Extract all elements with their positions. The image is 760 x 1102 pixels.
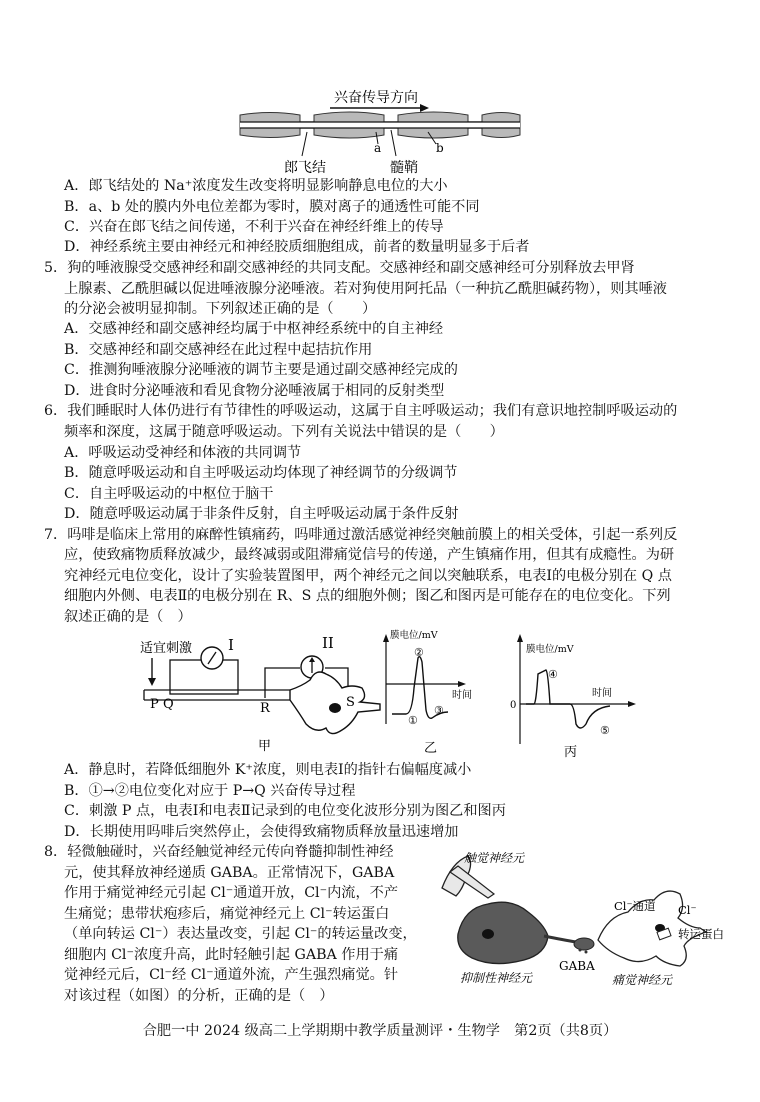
q5-option-b: B．交感神经和副交感神经在此过程中起拮抗作用	[64, 342, 373, 358]
q6-option-b: B．随意呼吸运动和自主呼吸运动均体现了神经调节的分级调节	[64, 465, 458, 481]
q8-line4: 生痛觉；患带状疱疹后，痛觉神经元上 Cl⁻转运蛋白	[64, 906, 390, 922]
q5-stem-line3: 的分泌会被明显抑制。下列叙述正确的是（ ）	[64, 301, 377, 317]
conduction-direction-label: 兴奋传导方向	[334, 90, 418, 106]
q5-stem-line1: 5．狗的唾液腺受交感神经和副交感神经的共同支配。交感神经和副交感神经可分别释放去甲肾	[44, 260, 635, 276]
node-of-ranvier-label: 郎飞结	[284, 160, 326, 176]
q4-option-a: A．郎飞结处的 Na⁺浓度发生改变将明显影响静息电位的大小	[64, 178, 448, 194]
bing-ylabel: 膜电位/mV	[526, 644, 574, 655]
figure-jia-caption: 甲	[258, 739, 272, 754]
figure-bing-caption: 丙	[564, 745, 578, 760]
bing-marker-5: ⑤	[600, 724, 610, 737]
figure-yi-caption: 乙	[424, 741, 438, 756]
pain-neuron-label: 痛觉神经元	[612, 973, 673, 987]
q4-option-d: D．神经系统主要由神经元和神经胶质细胞组成，前者的数量明显多于后者	[64, 239, 530, 255]
q8-line7: 觉神经元后，Cl⁻经 Cl⁻通道外流，产生强烈痛觉。针	[64, 967, 399, 983]
yi-ylabel: 膜电位/mV	[390, 630, 438, 641]
myelin-sheath-label: 髓鞘	[390, 160, 418, 176]
q5-option-c: C．推测狗唾液腺分泌唾液的调节主要是通过副交感神经完成的	[64, 362, 458, 378]
yi-marker-2: ②	[414, 646, 424, 659]
q7-stem-line2: 应，使致痛物质释放减少，最终减弱或阻滞痛觉信号的传递，产生镇痛作用，但其有成瘾性。为研	[64, 547, 675, 563]
q7-stem-line1: 7．吗啡是临床上常用的麻醉性镇痛药，吗啡通过激活感觉神经突触前膜上的相关受体，引起一系列反	[44, 527, 678, 543]
q5-option-a: A．交感神经和副交感神经均属于中枢神经系统中的自主神经	[64, 321, 444, 337]
q8-line6: 细胞内 Cl⁻浓度升高，此时轻触引起 GABA 作用于痛	[64, 947, 399, 963]
q8-line8: 对该过程（如图）的分析，正确的是（ ）	[64, 988, 334, 1004]
q4-option-c: C．兴奋在郎飞结之间传递，不利于兴奋在神经纤维上的传导	[64, 219, 444, 235]
q7-option-d: D．长期使用吗啡后突然停止，会使得致痛物质释放量迅速增加	[64, 824, 459, 840]
meter-two-label: II	[322, 634, 334, 652]
point-p-label: P	[150, 697, 159, 712]
inhibitory-neuron-label: 抑制性神经元	[460, 971, 533, 985]
cl-ion-label: Cl⁻	[678, 903, 697, 917]
q8-line2: 元，使其释放神经递质 GABA。正常情况下，GABA	[64, 865, 395, 881]
q6-option-a: A．呼吸运动受神经和体液的共同调节	[64, 445, 302, 461]
yi-marker-1: ①	[408, 714, 418, 727]
graph-bing	[510, 634, 636, 760]
bing-zero-label: 0	[510, 700, 517, 711]
yi-marker-3: ③	[434, 704, 444, 717]
cl-channel-label: Cl⁻通道	[614, 899, 656, 913]
q5-stem-line2: 上腺素、乙酰胆碱以促进唾液腺分泌唾液。若对狗使用阿托品（一种抗乙酰胆碱药物），则其唾液	[64, 281, 667, 297]
page-footer: 合肥一中 2024 级高二上学期期中教学质量测评・生物学 第2页（共8页）	[142, 1023, 618, 1039]
apparatus-jia	[140, 634, 380, 754]
q8-line1: 8．轻微触碰时，兴奋经触觉神经元传向脊髓抑制性神经	[44, 844, 394, 860]
q7-stem-line5: 叙述正确的是（ ）	[64, 609, 192, 625]
point-a-label: a	[374, 141, 382, 155]
stimulus-label: 适宜刺激	[140, 641, 193, 656]
q7-stem-line3: 究神经元电位变化，设计了实验装置图甲，两个神经元之间以突触联系，电表Ⅰ的电极分别在 Q 点	[64, 568, 672, 584]
bing-marker-4: ④	[548, 668, 558, 681]
bing-xlabel: 时间	[592, 688, 612, 699]
q8-line5: （单向转运 Cl⁻）表达量改变，引起 Cl⁻的转运量改变，	[64, 926, 417, 942]
q7-stem-line4: 细胞内外侧、电表Ⅱ的电极分别在 R、S 点的细胞外侧；图乙和图丙是可能存在的电位变化。下列	[64, 588, 671, 604]
gaba-label: GABA	[559, 959, 595, 973]
q8-line3: 作用于痛觉神经元引起 Cl⁻通道开放，Cl⁻内流，不产	[64, 885, 399, 901]
q6-option-c: C．自主呼吸运动的中枢位于脑干	[64, 486, 274, 502]
point-r-label: R	[260, 701, 270, 716]
pain-neuron-figure	[428, 842, 728, 992]
touch-neuron-label: 触觉神经元	[464, 851, 525, 865]
q4-option-b: B．a、b 处的膜内外电位差都为零时，膜对离子的通透性可能不同	[64, 199, 480, 215]
graph-yi	[383, 629, 472, 756]
point-b-label: b	[436, 141, 444, 155]
q6-option-d: D．随意呼吸运动属于非条件反射，自主呼吸运动属于条件反射	[64, 506, 459, 522]
q7-option-c: C．刺激 P 点，电表Ⅰ和电表Ⅱ记录到的电位变化波形分别为图乙和图丙	[64, 803, 506, 819]
point-q-label: Q	[163, 697, 174, 712]
experiment-figure	[130, 628, 650, 760]
point-s-label: S	[346, 695, 355, 710]
q7-option-a: A．静息时，若降低细胞外 K⁺浓度，则电表Ⅰ的指针右偏幅度减小	[64, 762, 472, 778]
transporter-label: 转运蛋白	[678, 927, 724, 941]
q5-option-d: D．进食时分泌唾液和看见食物分泌唾液属于相同的反射类型	[64, 383, 445, 399]
meter-one-label: I	[228, 636, 234, 654]
yi-xlabel: 时间	[452, 690, 472, 701]
q7-option-b: B．①→②电位变化对应于 P→Q 兴奋传导过程	[64, 783, 356, 799]
nerve-fiber-figure	[230, 82, 530, 178]
q6-stem-line2: 频率和深度，这属于随意呼吸运动。下列有关说法中错误的是（ ）	[64, 424, 504, 440]
q6-stem-line1: 6．我们睡眠时人体仍进行有节律性的呼吸运动，这属于自主呼吸运动；我们有意识地控制呼吸运动的	[44, 403, 678, 419]
